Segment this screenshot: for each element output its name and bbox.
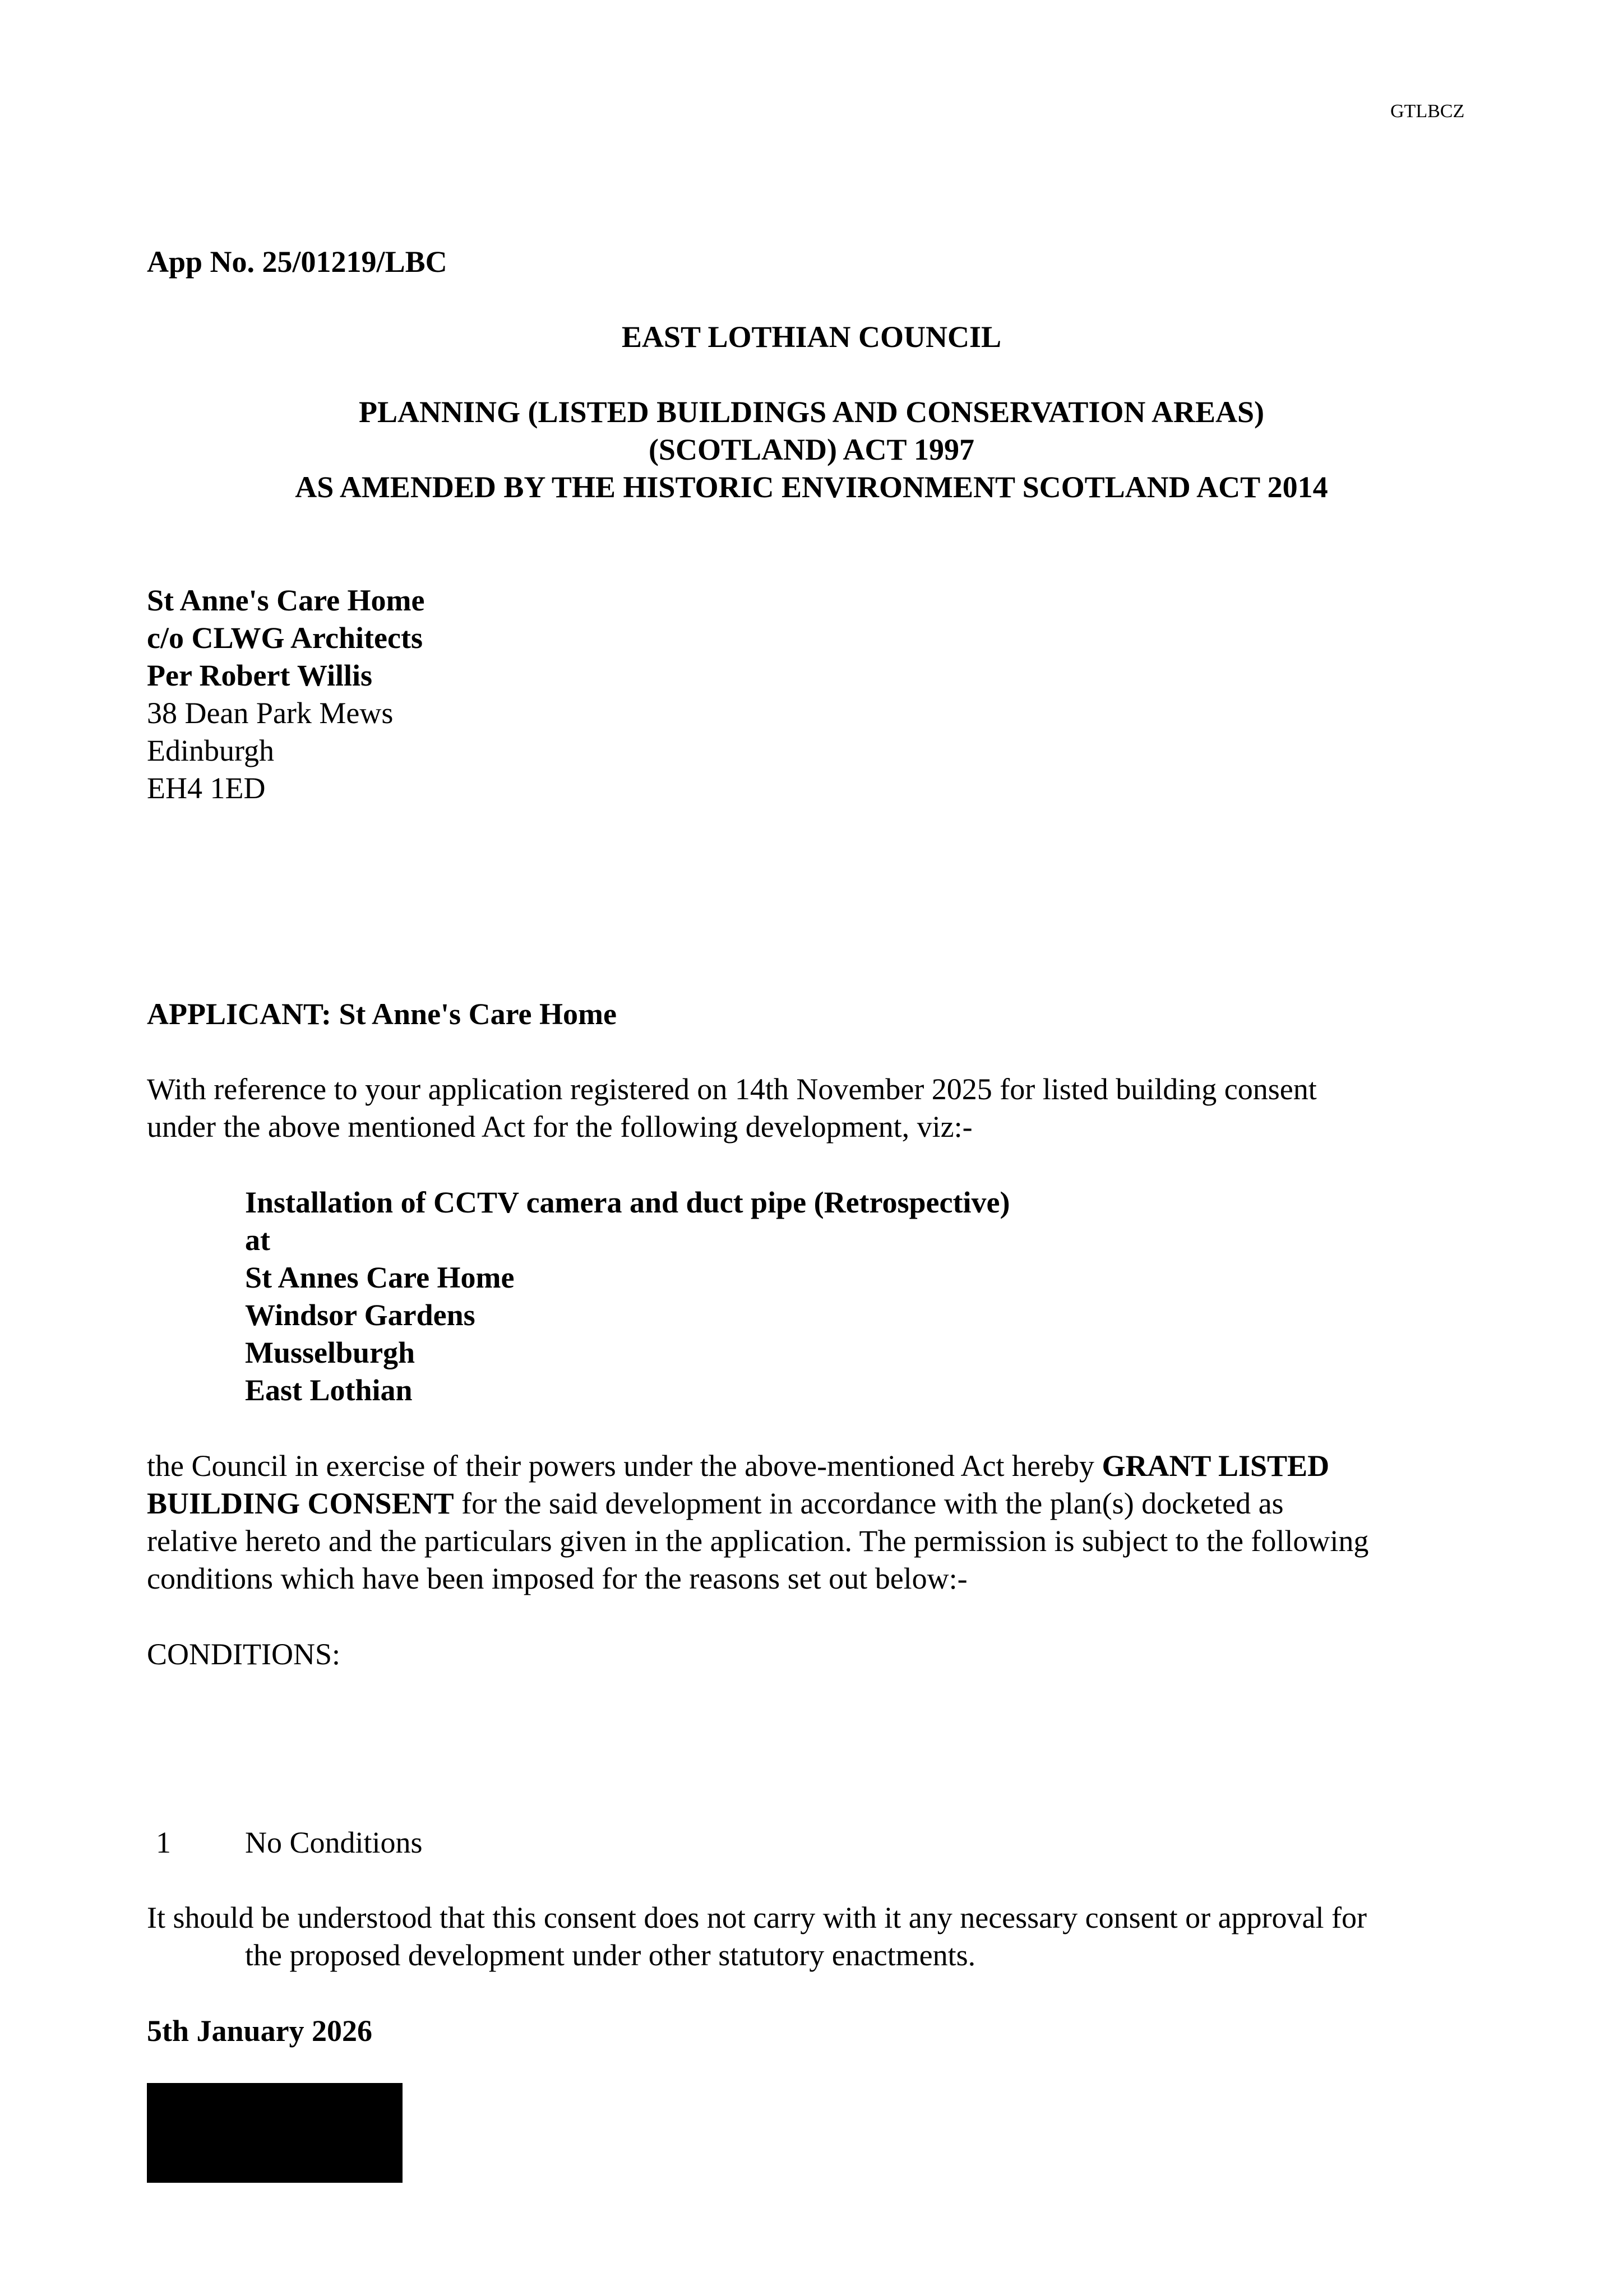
- decision-line: [147, 1447, 1368, 1485]
- decision-paragraph: [147, 1447, 1368, 1598]
- intro-line: With reference to your application registered on 14th November 2025 for listed building consent: [147, 1072, 1317, 1106]
- condition-number: 1: [156, 1826, 171, 1859]
- address-city: Edinburgh: [147, 734, 274, 767]
- application-number: App No. 25/01219/LBC: [147, 245, 447, 279]
- site-address-line: St Annes Care Home: [245, 1261, 515, 1294]
- decision-line: [147, 1485, 1368, 1522]
- decision-consent-text: BUILDING CONSENT: [147, 1487, 454, 1520]
- condition-text: No Conditions: [245, 1826, 423, 1859]
- act-title-line: PLANNING (LISTED BUILDINGS AND CONSERVATION AREAS): [359, 395, 1264, 429]
- site-address-line: Musselburgh: [245, 1336, 415, 1369]
- addressee-name: St Anne's Care Home: [147, 584, 425, 617]
- development-at: at: [245, 1223, 270, 1257]
- decision-text: for the said development in accordance with the plan(s) docketed as: [454, 1487, 1284, 1520]
- site-address-line: Windsor Gardens: [245, 1298, 475, 1332]
- redacted-signature: [147, 2083, 403, 2183]
- address-postcode: EH4 1ED: [147, 771, 266, 805]
- consent-note-line: It should be understood that this consent does not carry with it any necessary consent or approval for: [147, 1901, 1367, 1934]
- decision-line: relative hereto and the particulars given in the application. The permission is subject to the following: [147, 1524, 1369, 1558]
- site-address-line: East Lothian: [245, 1373, 413, 1407]
- decision-line: conditions which have been imposed for the reasons set out below:-: [147, 1562, 968, 1595]
- act-title-line: AS AMENDED BY THE HISTORIC ENVIRONMENT SCOTLAND ACT 2014: [295, 470, 1328, 504]
- addressee-per: Per Robert Willis: [147, 659, 372, 692]
- act-title: [0, 394, 1623, 506]
- decision-text: the Council in exercise of their powers under the above-mentioned Act hereby: [147, 1449, 1102, 1483]
- decision-date: 5th January 2026: [147, 2014, 373, 2048]
- addressee-block: [147, 582, 425, 807]
- reference-code: GTLBCZ: [1390, 101, 1465, 122]
- development-description: Installation of CCTV camera and duct pipe (Retrospective): [245, 1186, 1010, 1219]
- intro-line: under the above mentioned Act for the following development, viz:-: [147, 1110, 973, 1144]
- council-name: EAST LOTHIAN COUNCIL: [621, 320, 1002, 354]
- consent-note-line: the proposed development under other statutory enactments.: [245, 1938, 976, 1972]
- development-block: [245, 1184, 1010, 1409]
- intro-paragraph: [147, 1071, 1317, 1146]
- conditions-heading: CONDITIONS:: [147, 1637, 340, 1671]
- address-street: 38 Dean Park Mews: [147, 696, 394, 730]
- applicant-line: APPLICANT: St Anne's Care Home: [147, 997, 617, 1031]
- act-title-line: (SCOTLAND) ACT 1997: [648, 433, 975, 466]
- decision-grant-text: GRANT LISTED: [1102, 1449, 1330, 1483]
- addressee-care-of: c/o CLWG Architects: [147, 621, 423, 655]
